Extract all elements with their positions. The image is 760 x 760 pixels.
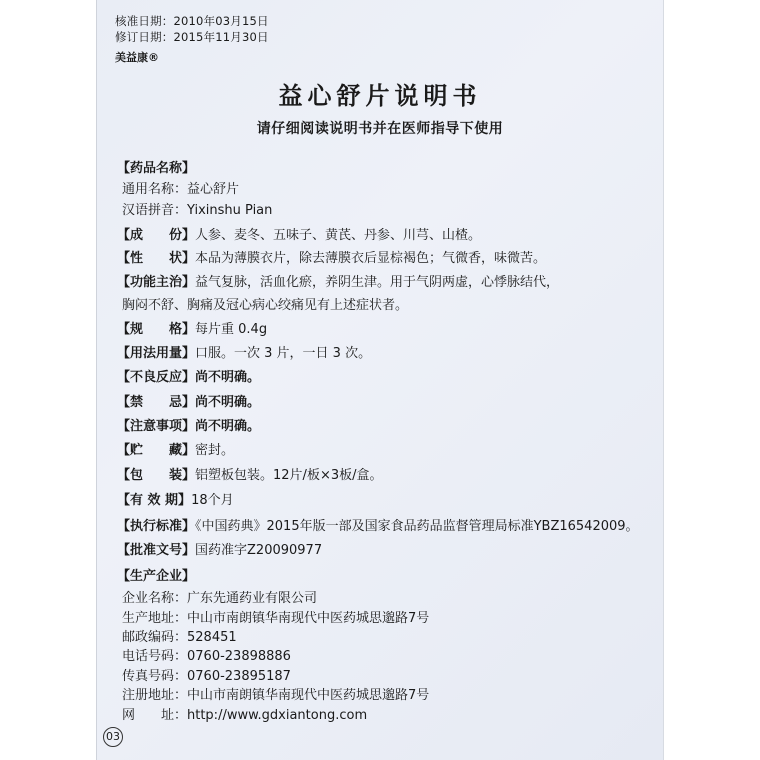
section-label: 【规 格】	[117, 322, 196, 337]
page-number: 03	[103, 727, 123, 747]
section-label: 【成 份】	[117, 228, 196, 243]
dosage-section	[117, 345, 371, 363]
section-label: 【有 效 期】	[117, 493, 192, 508]
storage-section	[117, 442, 234, 460]
section-label: 【功能主治】	[117, 275, 196, 290]
spec-section	[117, 321, 267, 339]
section-label: 【注意事项】	[117, 419, 196, 434]
sheet-edge	[663, 0, 664, 760]
precautions-text: 尚不明确。	[195, 419, 261, 434]
registered-address: 注册地址：中山市南朗镇华南现代中医药城思邈路7号	[122, 688, 430, 703]
adverse-text: 尚不明确。	[195, 370, 261, 385]
section-label: 【贮 藏】	[117, 443, 196, 458]
description-text: 本品为薄膜衣片，除去薄膜衣后显棕褐色；气微香，味微苦。	[195, 251, 547, 266]
company-name: 企业名称：广东先通药业有限公司	[122, 591, 318, 606]
storage-text: 密封。	[195, 443, 235, 458]
generic-name: 通用名称：益心舒片	[122, 182, 240, 197]
section-label: 【生产企业】	[117, 569, 196, 584]
section-label: 【性 状】	[117, 251, 196, 266]
section-label: 【用法用量】	[117, 346, 196, 361]
validity-section	[117, 492, 234, 510]
approval-number-text: 国药准字Z20090977	[195, 543, 323, 558]
spec-text: 每片重 0.4g	[195, 322, 268, 337]
ingredients-text: 人参、麦冬、五味子、黄芪、丹参、川芎、山楂。	[195, 228, 482, 243]
indications-text-continued: 胸闷不舒、胸痛及冠心病心绞痛见有上述症状者。	[122, 298, 409, 313]
approval-number-section	[117, 542, 322, 560]
section-label: 【药品名称】	[117, 161, 196, 176]
sheet-edge	[96, 0, 97, 760]
brand-name: 美益康®	[115, 51, 159, 64]
phone-number: 电话号码：0760-23898886	[122, 649, 291, 664]
package-text: 铝塑板包装。12片/板×3板/盒。	[195, 468, 383, 483]
package-section	[117, 467, 382, 485]
dosage-text: 口服。一次 3 片，一日 3 次。	[195, 346, 372, 361]
approval-date: 核准日期：2010年03月15日	[115, 14, 269, 28]
document-subtitle: 请仔细阅读说明书并在医师指导下使用	[256, 121, 504, 137]
postcode: 邮政编码：528451	[122, 630, 237, 645]
adverse-section	[117, 369, 260, 387]
section-label: 【不良反应】	[117, 370, 196, 385]
description-section	[117, 250, 546, 268]
pinyin-name: 汉语拼音：Yixinshu Pian	[122, 203, 273, 218]
standard-text: 《中国药典》2015年版一部及国家食品药品监督管理局标准YBZ16542009。	[195, 519, 639, 534]
validity-text: 18个月	[191, 493, 234, 508]
revision-date: 修订日期：2015年11月30日	[115, 30, 269, 44]
section-label: 【包 装】	[117, 468, 196, 483]
contraindications-section	[117, 394, 260, 412]
ingredients-section	[117, 227, 481, 245]
drug-name-section	[117, 160, 195, 178]
section-label: 【批准文号】	[117, 543, 196, 558]
contraindications-text: 尚不明确。	[195, 395, 261, 410]
document-title: 益心舒片说明书	[278, 81, 482, 110]
manufacturer-section	[117, 568, 195, 586]
indications-section	[117, 274, 559, 292]
production-address: 生产地址：中山市南朗镇华南现代中医药城思邈路7号	[122, 611, 430, 626]
website: 网 址：http://www.gdxiantong.com	[122, 708, 368, 723]
section-label: 【执行标准】	[117, 519, 196, 534]
fax-number: 传真号码：0760-23895187	[122, 669, 291, 684]
precautions-section	[117, 418, 260, 436]
standard-section	[117, 518, 639, 536]
section-label: 【禁 忌】	[117, 395, 196, 410]
indications-text: 益气复脉，活血化瘀，养阴生津。用于气阴两虚，心悸脉结代，	[195, 275, 560, 290]
